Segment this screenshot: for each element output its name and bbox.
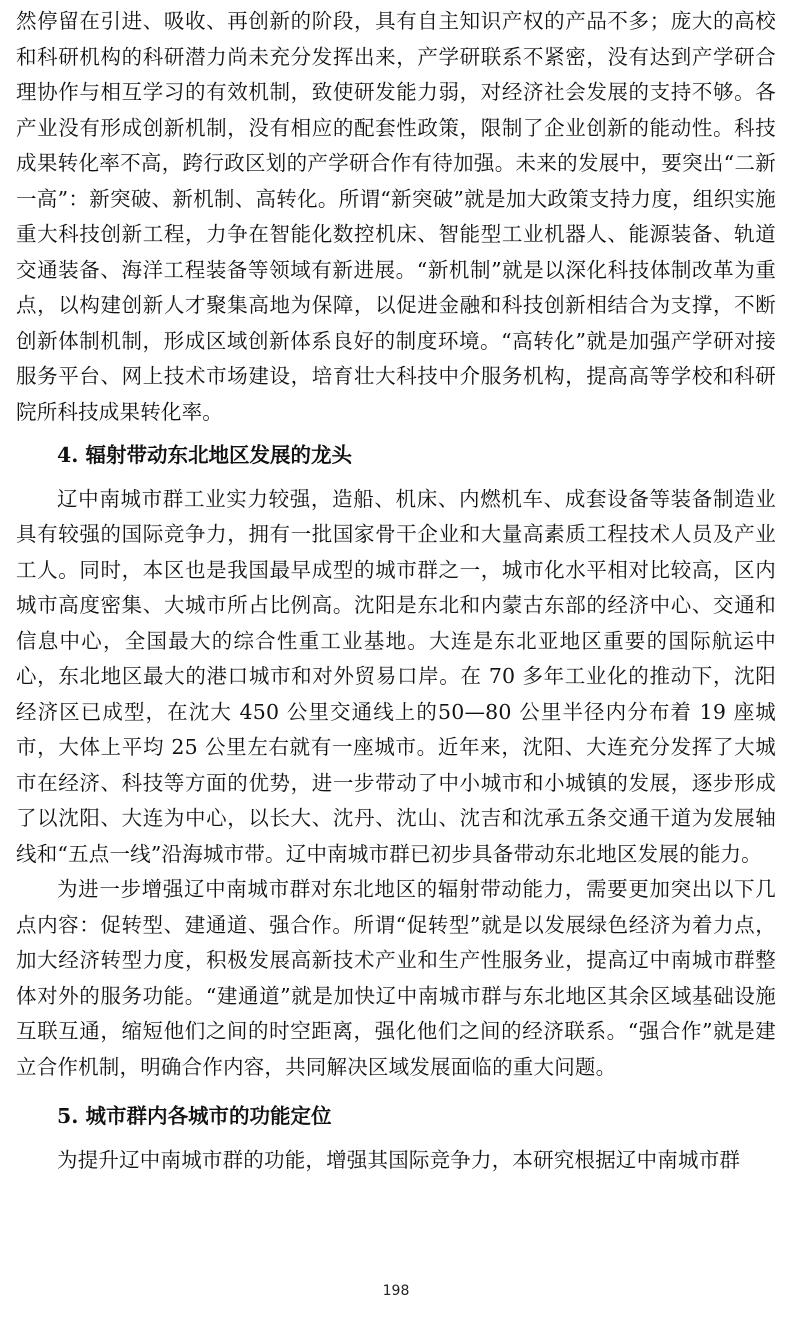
section-heading-5: 5. 城市群内各城市的功能定位 bbox=[57, 1104, 332, 1128]
page-number: 198 bbox=[382, 1283, 410, 1299]
document-page bbox=[16, 0, 776, 1178]
body-paragraph-4b: 为进一步增强辽中南城市群对东北地区的辐射带动能力，需要更加突出以下几点内容：促转型、建通道、强合作。所谓“促转型”就是以发展绿色经济为着力点，加大经济转型力度，积极发展高新技术产业和生产性服务业，提高辽中南城市群整体对外的服务功能。“建通道”就是加快辽中南城市群与东北地区其余区域基础设施互联互通，缩短他们之间的时空距离，强化他们之间的经济联系。“强合作”就是建立合作机制，明确合作内容，共同解决区域发展面临的重大问题。 bbox=[16, 877, 776, 1079]
body-paragraph-5a: 为提升辽中南城市群的功能，增强其国际竞争力，本研究根据辽中南城市群 bbox=[57, 1147, 741, 1172]
body-paragraph-4a: 辽中南城市群工业实力较强，造船、机床、内燃机车、成套设备等装备制造业具有较强的国际竞争力，拥有一批国家骨干企业和大量高素质工程技术人员及产业工人。同时，本区也是我国最早成型的城市群之一，城市化水平相对比较高，区内城市高度密集、大城市所占比例高。沈阳是东北和内蒙古东部的经济中心、交通和信息中心，全国最大的综合性重工业基地。大连是东北亚地区重要的国际航运中心，东北地区最大的港口城市和对外贸易口岸。在 70 多年工业化的推动下，沈阳经济区已成型，在沈大 450 公里交通线上的50—80 公里半径内分布着 19 座城市，大体上平均 25 公里左右就有一座城市。近年来，沈阳、大连充分发挥了大城市在经济、科技等方面的优势，进一步带动了中小城市和小城镇的发展，逐步形成了以沈阳、大连为中心，以长大、沈丹、沈山、沈吉和沈承五条交通干道为发展轴线和“五点一线”沿海城市带。辽中南城市群已初步具备带动东北地区发展的能力。 bbox=[16, 486, 776, 866]
body-paragraph-continuation: 然停留在引进、吸收、再创新的阶段，具有自主知识产权的产品不多；庞大的高校和科研机构的科研潜力尚未充分发挥出来，产学研联系不紧密，没有达到产学研合理协作与相互学习的有效机制，致使研发能力弱，对经济社会发展的支持不够。各产业没有形成创新机制，没有相应的配套性政策，限制了企业创新的能动性。科技成果转化率不高，跨行政区划的产学研合作有待加强。未来的发展中，要突出“二新一高”：新突破、新机制、高转化。所谓“新突破”就是加大政策支持力度，组织实施重大科技创新工程，力争在智能化数控机床、智能型工业机器人、能源装备、轨道交通装备、海洋工程装备等领域有新进展。“新机制”就是以深化科技体制改革为重点，以构建创新人才聚集高地为保障，以促进金融和科技创新相结合为支撑，不断创新体制机制，形成区域创新体系良好的制度环境。“高转化”就是加强产学研对接服务平台、网上技术市场建设，培育壮大科技中介服务机构，提高高等学校和科研院所科技成果转化率。 bbox=[16, 9, 776, 424]
section-heading-4: 4. 辐射带动东北地区发展的龙头 bbox=[57, 443, 353, 467]
